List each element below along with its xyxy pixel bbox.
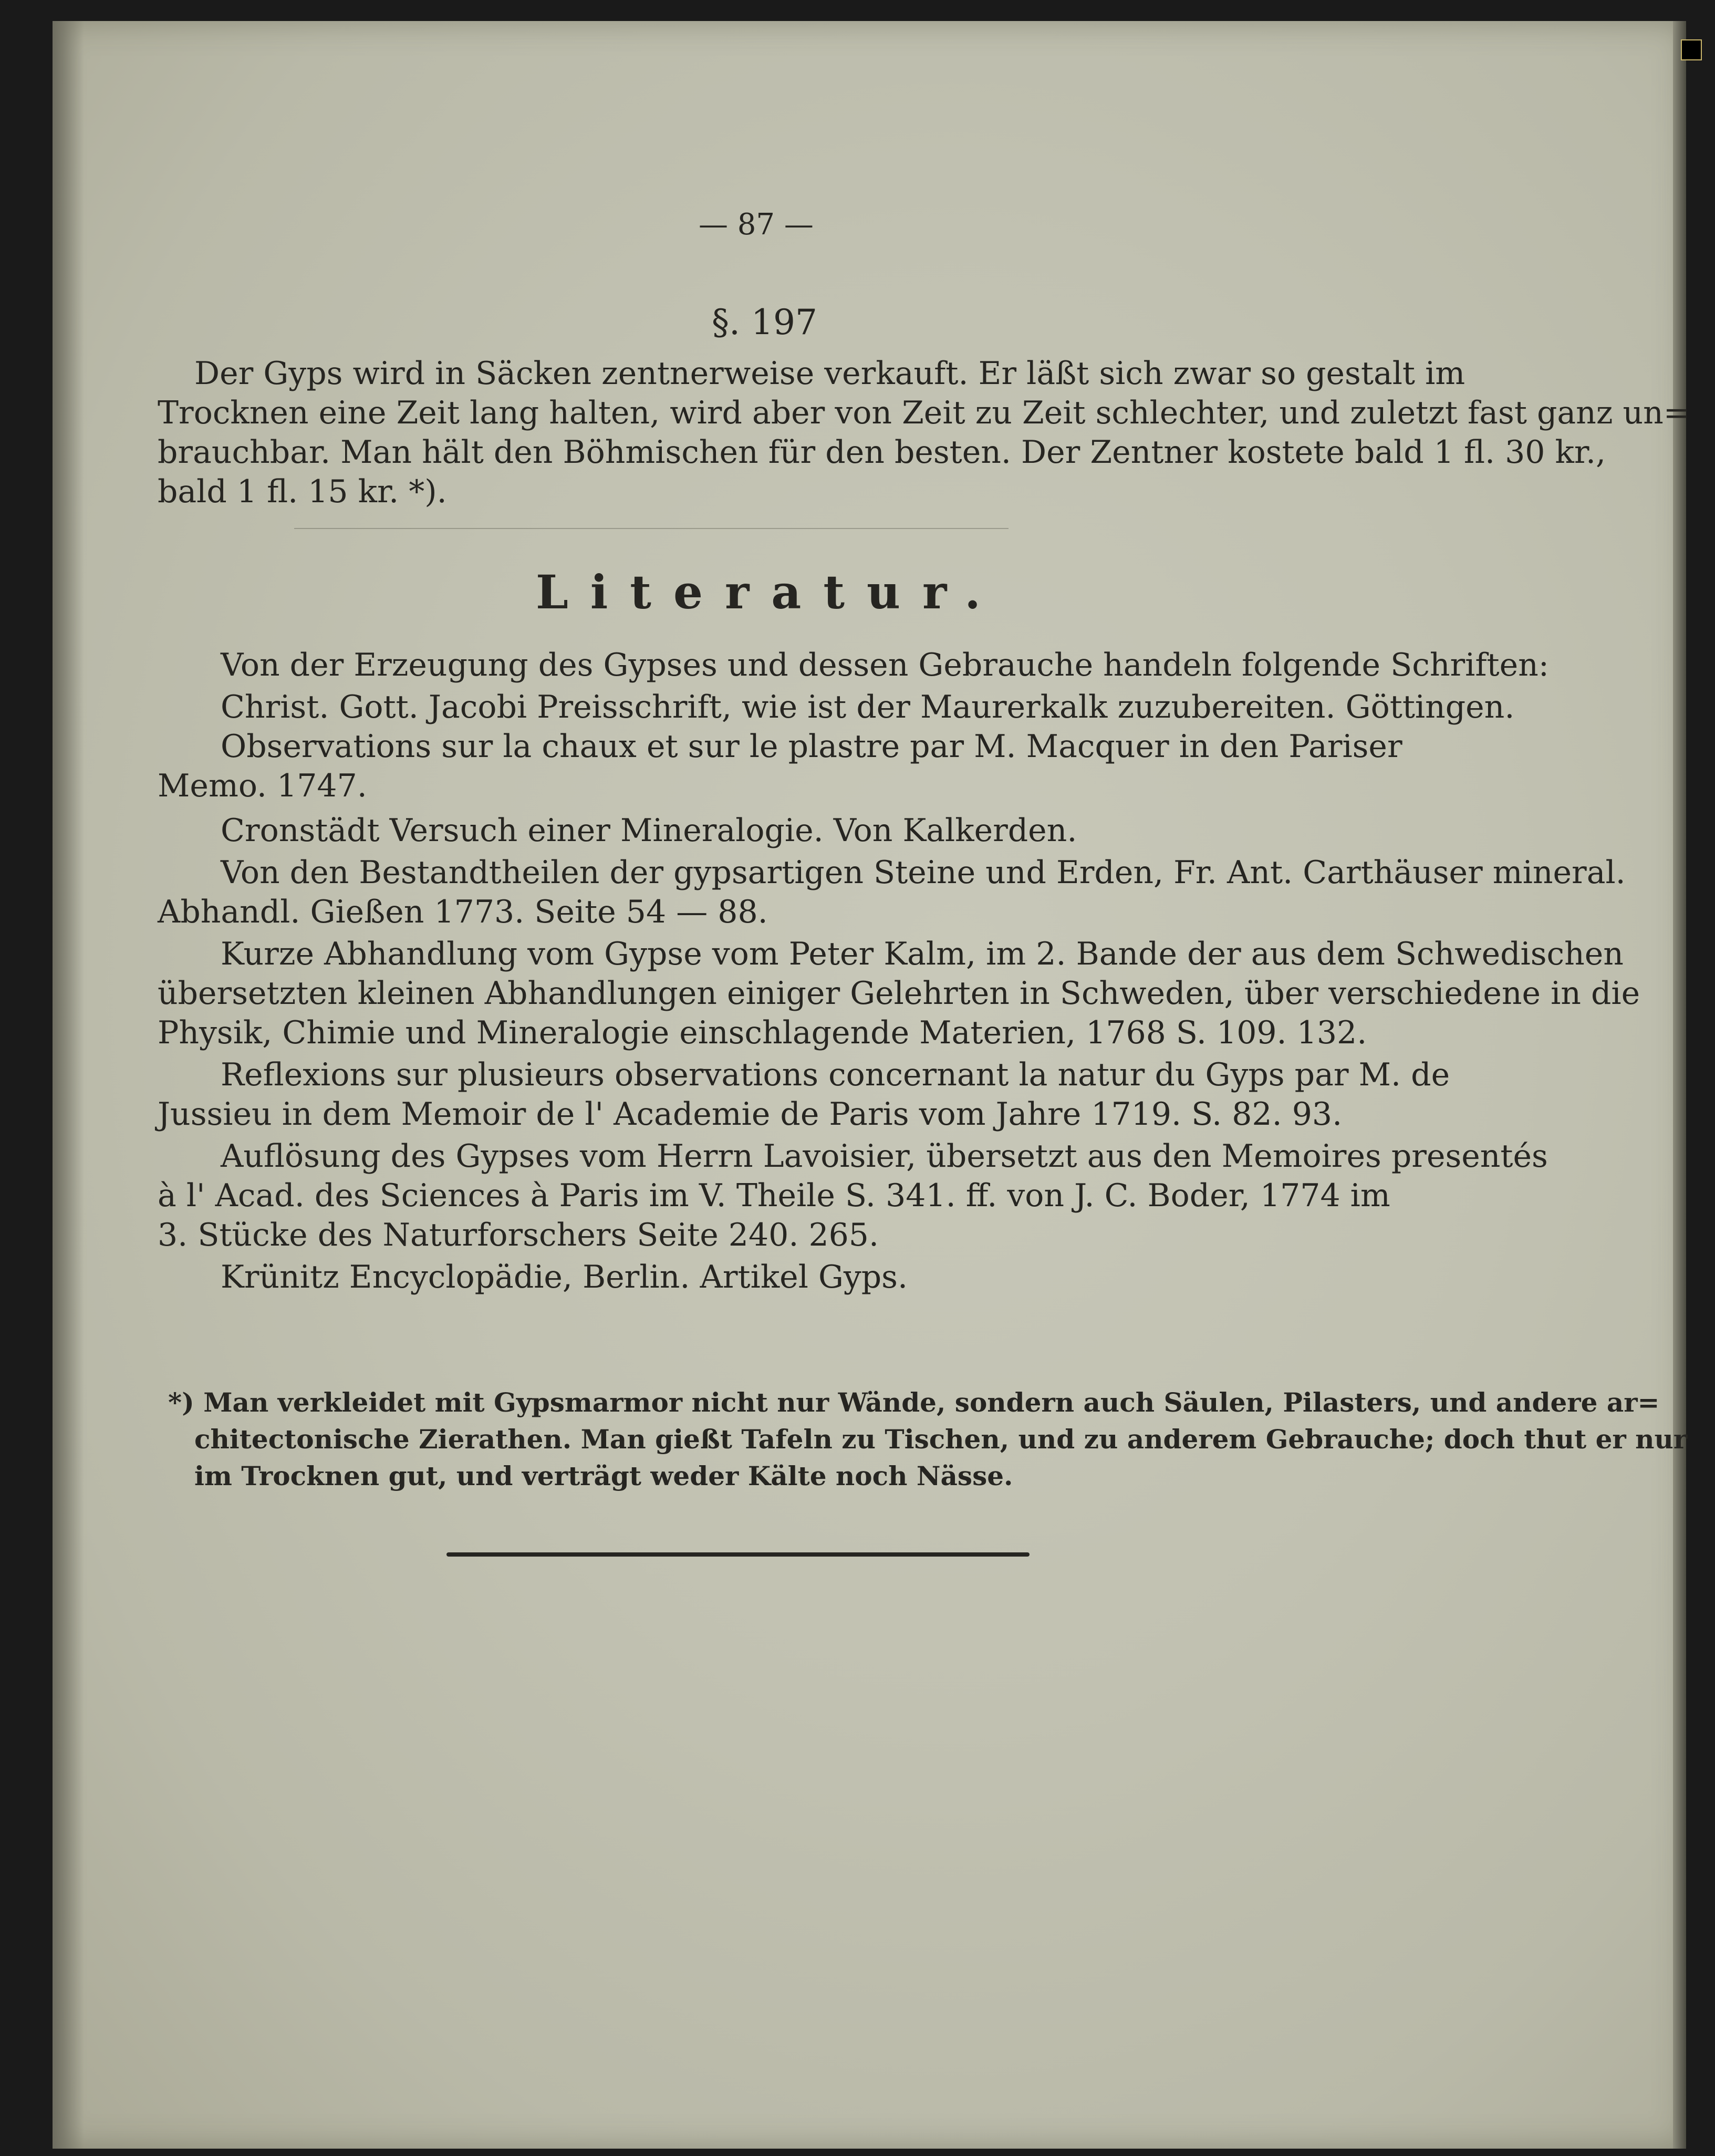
- paragraph-line: Trocknen eine Zeit lang halten, wird aber von Zeit zu Zeit schlechter, und zuletzt fast ganz un=: [158, 395, 1690, 431]
- literature-line: Auflösung des Gypses vom Herrn Lavoisier, übersetzt aus den Memoires presentés: [221, 1138, 1548, 1175]
- paragraph-line: Der Gyps wird in Säcken zentnerweise verkauft. Er läßt sich zwar so gestalt im: [194, 355, 1465, 392]
- literature-heading: Literatur.: [536, 565, 1003, 619]
- footnote-line: im Trocknen gut, und verträgt weder Kälte noch Nässe.: [194, 1460, 1013, 1491]
- closing-rule: [446, 1552, 1030, 1557]
- literature-line: Krünitz Encyclopädie, Berlin. Artikel Gyps.: [221, 1259, 908, 1295]
- corner-marker: [1681, 39, 1702, 60]
- paragraph-line: brauchbar. Man hält den Böhmischen für den besten. Der Zentner kostete bald 1 fl. 30 kr.,: [158, 434, 1606, 471]
- literature-line: Kurze Abhandlung vom Gypse vom Peter Kalm, im 2. Bande der aus dem Schwedischen: [221, 936, 1624, 972]
- literature-line: übersetzten kleinen Abhandlungen einiger Gelehrten in Schweden, über verschiedene in die: [158, 975, 1640, 1012]
- literature-line: Von den Bestandtheilen der gypsartigen Steine und Erden, Fr. Ant. Carthäuser mineral.: [221, 854, 1626, 891]
- literature-line: à l' Acad. des Sciences à Paris im V. Theile S. 341. ff. von J. C. Boder, 1774 im: [158, 1177, 1390, 1214]
- footnote-line: *) Man verkleidet mit Gypsmarmor nicht nur Wände, sondern auch Säulen, Pilasters, und andere ar=: [168, 1387, 1660, 1418]
- literature-line: Cronstädt Versuch einer Mineralogie. Von Kalkerden.: [221, 812, 1077, 849]
- page-number: — 87 —: [699, 208, 814, 242]
- faint-divider: [294, 528, 1009, 529]
- literature-line: 3. Stücke des Naturforschers Seite 240. 265.: [158, 1217, 879, 1253]
- section-number: §. 197: [712, 302, 817, 343]
- literature-line: Jussieu in dem Memoir de l' Academie de Paris vom Jahre 1719. S. 82. 93.: [158, 1096, 1343, 1133]
- paragraph-line: bald 1 fl. 15 kr. *).: [158, 473, 447, 510]
- footnote-line: chitectonische Zierathen. Man gießt Tafeln zu Tischen, und zu anderem Gebrauche; doch thut er nur: [194, 1424, 1688, 1455]
- literature-line: Physik, Chimie und Mineralogie einschlagende Materien, 1768 S. 109. 132.: [158, 1014, 1367, 1051]
- literature-line: Reflexions sur plusieurs observations concernant la natur du Gyps par M. de: [221, 1056, 1450, 1093]
- literature-line: Von der Erzeugung des Gypses und dessen Gebrauche handeln folgende Schriften:: [221, 647, 1550, 683]
- literature-line: Memo. 1747.: [158, 768, 367, 804]
- literature-line: Abhandl. Gießen 1773. Seite 54 — 88.: [158, 894, 768, 930]
- literature-line: Observations sur la chaux et sur le plastre par M. Macquer in den Pariser: [221, 728, 1402, 765]
- book-gutter-shadow: [53, 21, 84, 2149]
- page-edge: [1673, 21, 1686, 2149]
- literature-line: Christ. Gott. Jacobi Preisschrift, wie ist der Maurerkalk zuzubereiten. Göttingen.: [221, 689, 1515, 725]
